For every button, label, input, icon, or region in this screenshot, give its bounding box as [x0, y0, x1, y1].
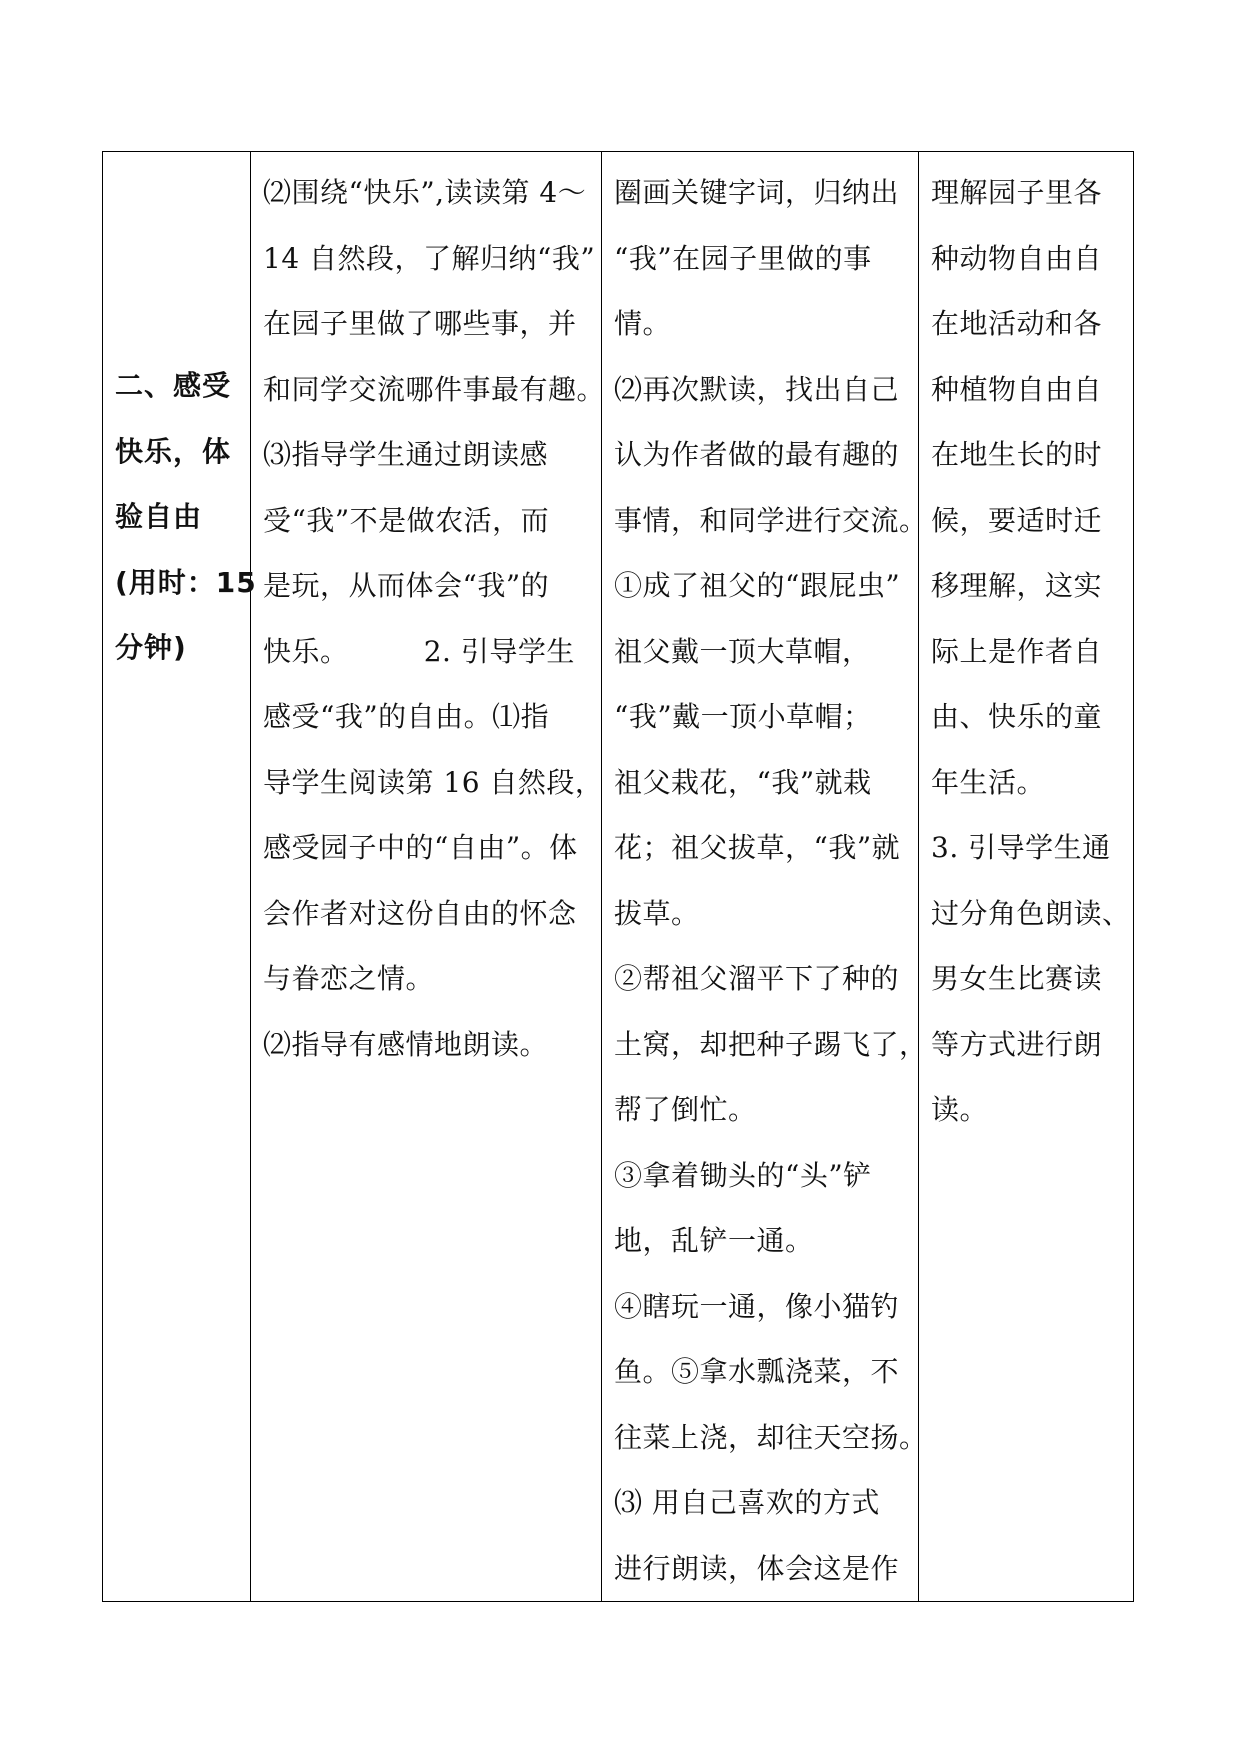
text-line: 土窝，却把种子踢飞了， — [614, 1027, 928, 1061]
design-intent-cell — [919, 152, 1134, 1602]
text-line: 祖父戴一顶大草帽， — [614, 634, 871, 668]
text-line: 鱼。⑤拿水瓢浇菜，不 — [614, 1355, 900, 1388]
text-line: ⑶指导学生通过朗读感 — [263, 438, 549, 471]
text-line: ⑵再次默读，找出自己 — [614, 372, 900, 406]
text-line: 感受“我”的自由。⑴指 — [263, 700, 550, 733]
text-line: 祖父栽花，“我”就栽 — [614, 765, 872, 799]
text-line: 认为作者做的最有趣的 — [614, 438, 900, 471]
text-line: “我”在园子里做的事 — [614, 241, 872, 275]
text-line: 会作者对这份自由的怀念 — [263, 896, 577, 930]
text-line: ⑵围绕“快乐”,读读第 4～ — [263, 176, 587, 209]
text-line: ④瞎玩一通，像小猫钓 — [614, 1289, 900, 1323]
text-line: 事情，和同学进行交流。 — [614, 503, 928, 537]
text-line: 读。 — [931, 1093, 989, 1126]
section-title-line: 二、感受 — [115, 369, 232, 402]
student-activities-text — [602, 152, 928, 1601]
text-line: 由、快乐的童 — [931, 700, 1103, 733]
text-line: 种动物自由自 — [931, 241, 1103, 275]
text-line: 圈画关键字词，归纳出 — [614, 176, 900, 209]
text-line: ③拿着锄头的“头”铲 — [614, 1158, 872, 1192]
text-line: 地，乱铲一通。 — [614, 1224, 814, 1257]
table-row — [103, 152, 1134, 1602]
text-line: ①成了祖父的“跟屁虫” — [614, 569, 901, 602]
lesson-plan-table — [102, 151, 1134, 1602]
section-title-line: 分钟) — [115, 631, 187, 664]
text-line: “我”戴一顶小草帽； — [614, 700, 872, 733]
section-title-line: 验自由 — [115, 500, 203, 533]
text-line: 受“我”不是做农活，而 — [263, 503, 550, 537]
text-line: 快乐。 2. 引导学生 — [263, 634, 575, 668]
section-title-line: (用时：15 — [115, 565, 257, 599]
teacher-activities-cell — [251, 152, 606, 1602]
text-line: 导学生阅读第 16 自然段， — [263, 765, 604, 799]
text-line: 理解园子里各 — [931, 176, 1103, 209]
section-title-line: 快乐，体 — [115, 434, 232, 468]
text-line: 和同学交流哪件事最有趣。 — [263, 372, 606, 406]
text-line: 际上是作者自 — [931, 634, 1103, 668]
teacher-activities-text — [251, 152, 606, 1077]
design-intent-text — [919, 152, 1133, 1143]
section-cell — [103, 152, 257, 1602]
text-line: 男女生比赛读 — [931, 962, 1103, 995]
text-line: 情。 — [614, 307, 672, 340]
student-activities-cell — [602, 152, 928, 1602]
text-line: 年生活。 — [931, 765, 1046, 799]
text-line: 种植物自由自 — [931, 372, 1103, 406]
text-line: ⑶ 用自己喜欢的方式 — [614, 1486, 880, 1519]
text-line: 候，要适时迁 — [931, 503, 1103, 537]
section-title — [103, 353, 257, 681]
text-line: 过分角色朗读、 — [931, 896, 1131, 930]
text-line: 与眷恋之情。 — [263, 962, 435, 995]
text-line: 进行朗读，体会这是作 — [614, 1551, 900, 1585]
text-line: 14 自然段，了解归纳“我” — [263, 241, 596, 275]
text-line: 花；祖父拔草，“我”就 — [614, 831, 901, 864]
text-line: ②帮祖父溜平下了种的 — [614, 962, 900, 995]
text-line: 是玩，从而体会“我”的 — [263, 569, 550, 602]
text-line: 在地活动和各 — [931, 307, 1103, 340]
text-line: ⑵指导有感情地朗读。 — [263, 1027, 549, 1061]
text-line: 拔草。 — [614, 896, 700, 930]
text-line: 等方式进行朗 — [931, 1027, 1103, 1061]
text-line: 帮了倒忙。 — [614, 1093, 757, 1126]
text-line: 在园子里做了哪些事，并 — [263, 307, 577, 340]
text-line: 在地生长的时 — [931, 438, 1103, 471]
text-line: 感受园子中的“自由”。体 — [263, 831, 578, 864]
text-line: 3. 引导学生通 — [931, 831, 1111, 864]
text-line: 移理解，这实 — [931, 569, 1103, 602]
text-line: 往菜上浇，却往天空扬。 — [614, 1420, 928, 1454]
